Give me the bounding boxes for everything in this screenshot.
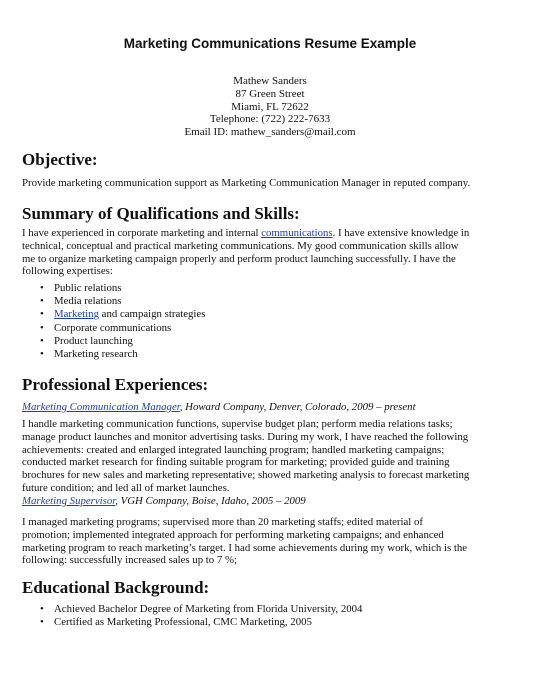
job1-line: I handle marketing communication functions, supervise budget plan; perform media relations tasks; bbox=[22, 418, 453, 430]
contact-block bbox=[0, 75, 540, 139]
job2-line: marketing program to reach marketing’s target. I had some achievements during my work, which is the bbox=[22, 541, 468, 554]
education-heading: Educational Background: bbox=[22, 578, 210, 597]
list-item: • Media relations bbox=[40, 295, 205, 308]
job2-details: , VGH Company, Boise, Idaho, 2005 – 2009 bbox=[115, 495, 306, 507]
list-item-text: and campaign strategies bbox=[98, 308, 206, 321]
contact-email: Email ID: mathew_sanders@mail.com bbox=[184, 126, 356, 139]
document-title: Marketing Communications Resume Example bbox=[123, 36, 417, 51]
summary-line-2: technical, conceptual and practical marketing communications. My good communication skills allow bbox=[22, 239, 459, 252]
summary-line-4: following expertises: bbox=[22, 265, 113, 278]
job1-line: brochures for new sales and marketing representative; showed marketing analysis to forecast marketing bbox=[22, 469, 470, 482]
job2-description bbox=[22, 516, 522, 567]
summary-line-1 bbox=[22, 227, 522, 240]
job1-line: conducted market research for finding suitable program for marketing; provided guide and training bbox=[22, 456, 450, 469]
job1-line: manage product launches and monitor advertising tasks. During my work, I have reached the following bbox=[22, 430, 469, 443]
summary-text: I have experienced in corporate marketing and internal bbox=[22, 227, 262, 239]
summary-text: . I have extensive knowledge in bbox=[332, 227, 470, 239]
job2-line: following: successfully increased sales up to 7 %; bbox=[22, 554, 237, 567]
job1-line: future condition; and led all of market launches. bbox=[22, 481, 230, 494]
contact-city: Miami, FL 72622 bbox=[231, 100, 309, 113]
list-item: • Product launching bbox=[40, 335, 205, 348]
summary-line-3: me to organize marketing campaign properly and perform product launching successfully. I have the bbox=[22, 252, 456, 265]
objective-line: Provide marketing communication support as Marketing Communication Manager in reputed company. bbox=[22, 177, 471, 189]
objective-text bbox=[22, 177, 522, 190]
marketing-link[interactable]: Marketing bbox=[54, 308, 99, 321]
list-item: • Certified as Marketing Professional, CMC Marketing, 2005 bbox=[40, 616, 362, 629]
job1-details: , Howard Company, Denver, Colorado, 2009 – present bbox=[179, 401, 416, 413]
list-item: • Marketing research bbox=[40, 348, 205, 361]
expertise-list bbox=[40, 282, 205, 361]
job2-title-link[interactable]: Marketing Supervisor bbox=[22, 495, 116, 507]
job1-line: achievements: created and enlarged integrated launching program; handled marketing campaigns; bbox=[22, 443, 445, 456]
education-list bbox=[40, 603, 362, 629]
communications-link[interactable]: communications bbox=[261, 227, 333, 239]
job2-line: I managed marketing programs; supervised more than 20 marketing staffs; edited material of bbox=[22, 516, 423, 528]
job1-header bbox=[22, 401, 416, 413]
contact-street: 87 Green Street bbox=[235, 87, 305, 100]
contact-name: Mathew Sanders bbox=[233, 75, 307, 87]
list-item: • Public relations bbox=[40, 282, 205, 295]
list-item: • Corporate communications bbox=[40, 322, 205, 335]
summary-heading: Summary of Qualifications and Skills: bbox=[22, 204, 300, 223]
job1-description bbox=[22, 418, 522, 495]
job2-header bbox=[22, 495, 306, 507]
list-item bbox=[40, 308, 205, 321]
job2-line: promotion; implemented integrated approach for performing marketing campaigns; and enhanced bbox=[22, 528, 444, 541]
objective-heading: Objective: bbox=[22, 150, 98, 169]
contact-phone: Telephone: (722) 222-7633 bbox=[209, 113, 331, 126]
list-item: • Achieved Bachelor Degree of Marketing from Florida University, 2004 bbox=[40, 603, 362, 616]
experience-heading: Professional Experiences: bbox=[22, 375, 209, 394]
job1-title-link[interactable]: Marketing Communication Manager bbox=[22, 401, 180, 413]
summary-paragraph bbox=[22, 227, 522, 278]
